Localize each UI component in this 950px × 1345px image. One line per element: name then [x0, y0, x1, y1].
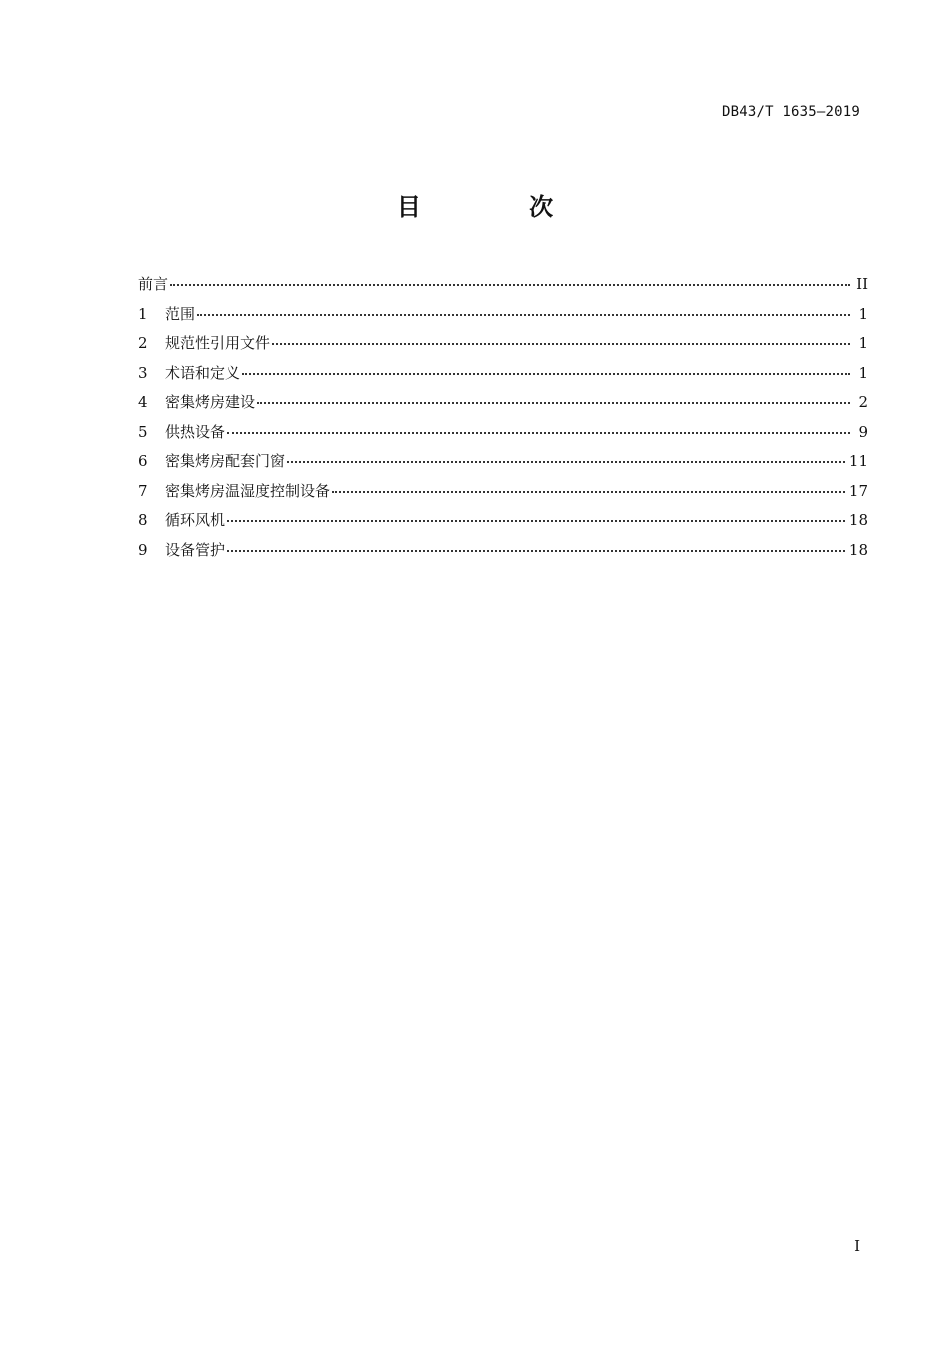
toc-entry-3[interactable] — [138, 359, 868, 389]
toc-entry-text: 设备管护 — [165, 540, 226, 559]
toc-entry-foreword[interactable] — [138, 270, 868, 300]
toc-entry-number: 9 — [138, 540, 148, 559]
toc-entry-number: 5 — [138, 422, 148, 441]
toc-entry-5[interactable] — [138, 418, 868, 448]
toc-leader-dots — [287, 452, 845, 466]
document-code: DB43/T 1635—2019 — [721, 104, 860, 120]
toc-leader-dots — [197, 305, 850, 319]
toc-leader-dots — [257, 393, 850, 407]
toc-entry-9[interactable] — [138, 536, 868, 566]
toc-entry-number: 7 — [138, 481, 148, 500]
toc-entry-number: 2 — [138, 334, 148, 352]
toc-entry-page: 9 — [858, 422, 868, 441]
toc-leader-dots — [272, 334, 850, 348]
toc-entry-4[interactable] — [138, 388, 868, 418]
toc-entry-text: 供热设备 — [165, 422, 226, 441]
toc-entry-text: 规范性引用文件 — [165, 334, 271, 352]
toc-entry-number: 8 — [138, 511, 148, 529]
toc-entry-text: 密集烤房建设 — [165, 393, 256, 411]
toc-entry-1[interactable] — [138, 300, 868, 330]
toc-entry-page: II — [856, 275, 868, 293]
toc-entry-page: 1 — [858, 334, 868, 352]
toc-entry-page: 18 — [848, 511, 868, 529]
toc-entry-number: 4 — [138, 393, 148, 411]
toc-entry-text: 前言 — [138, 275, 169, 293]
toc-leader-dots — [227, 511, 845, 525]
table-of-contents — [138, 270, 868, 565]
toc-leader-dots — [242, 364, 850, 378]
toc-entry-page: 2 — [858, 393, 868, 411]
toc-entry-page: 18 — [848, 540, 868, 559]
toc-entry-text: 密集烤房温湿度控制设备 — [165, 481, 331, 500]
toc-leader-dots — [227, 423, 850, 437]
toc-entry-text: 范围 — [165, 304, 196, 323]
toc-entry-8[interactable] — [138, 506, 868, 536]
toc-entry-page: 1 — [858, 304, 868, 323]
toc-leader-dots — [332, 482, 845, 496]
toc-entry-text: 密集烤房配套门窗 — [165, 452, 286, 470]
toc-entry-text: 循环风机 — [165, 511, 226, 529]
page-number: I — [854, 1237, 860, 1255]
toc-title: 目 次 — [396, 193, 604, 221]
toc-entry-7[interactable] — [138, 477, 868, 507]
toc-leader-dots — [170, 275, 850, 289]
toc-leader-dots — [227, 541, 845, 555]
toc-entry-2[interactable] — [138, 329, 868, 359]
toc-entry-6[interactable] — [138, 447, 868, 477]
toc-entry-page: 11 — [848, 452, 868, 470]
toc-entry-number: 1 — [138, 304, 148, 323]
toc-entry-number: 3 — [138, 363, 148, 382]
toc-entry-page: 17 — [848, 481, 868, 500]
toc-entry-text: 术语和定义 — [165, 363, 241, 382]
toc-entry-number: 6 — [138, 452, 148, 470]
toc-entry-page: 1 — [858, 363, 868, 382]
